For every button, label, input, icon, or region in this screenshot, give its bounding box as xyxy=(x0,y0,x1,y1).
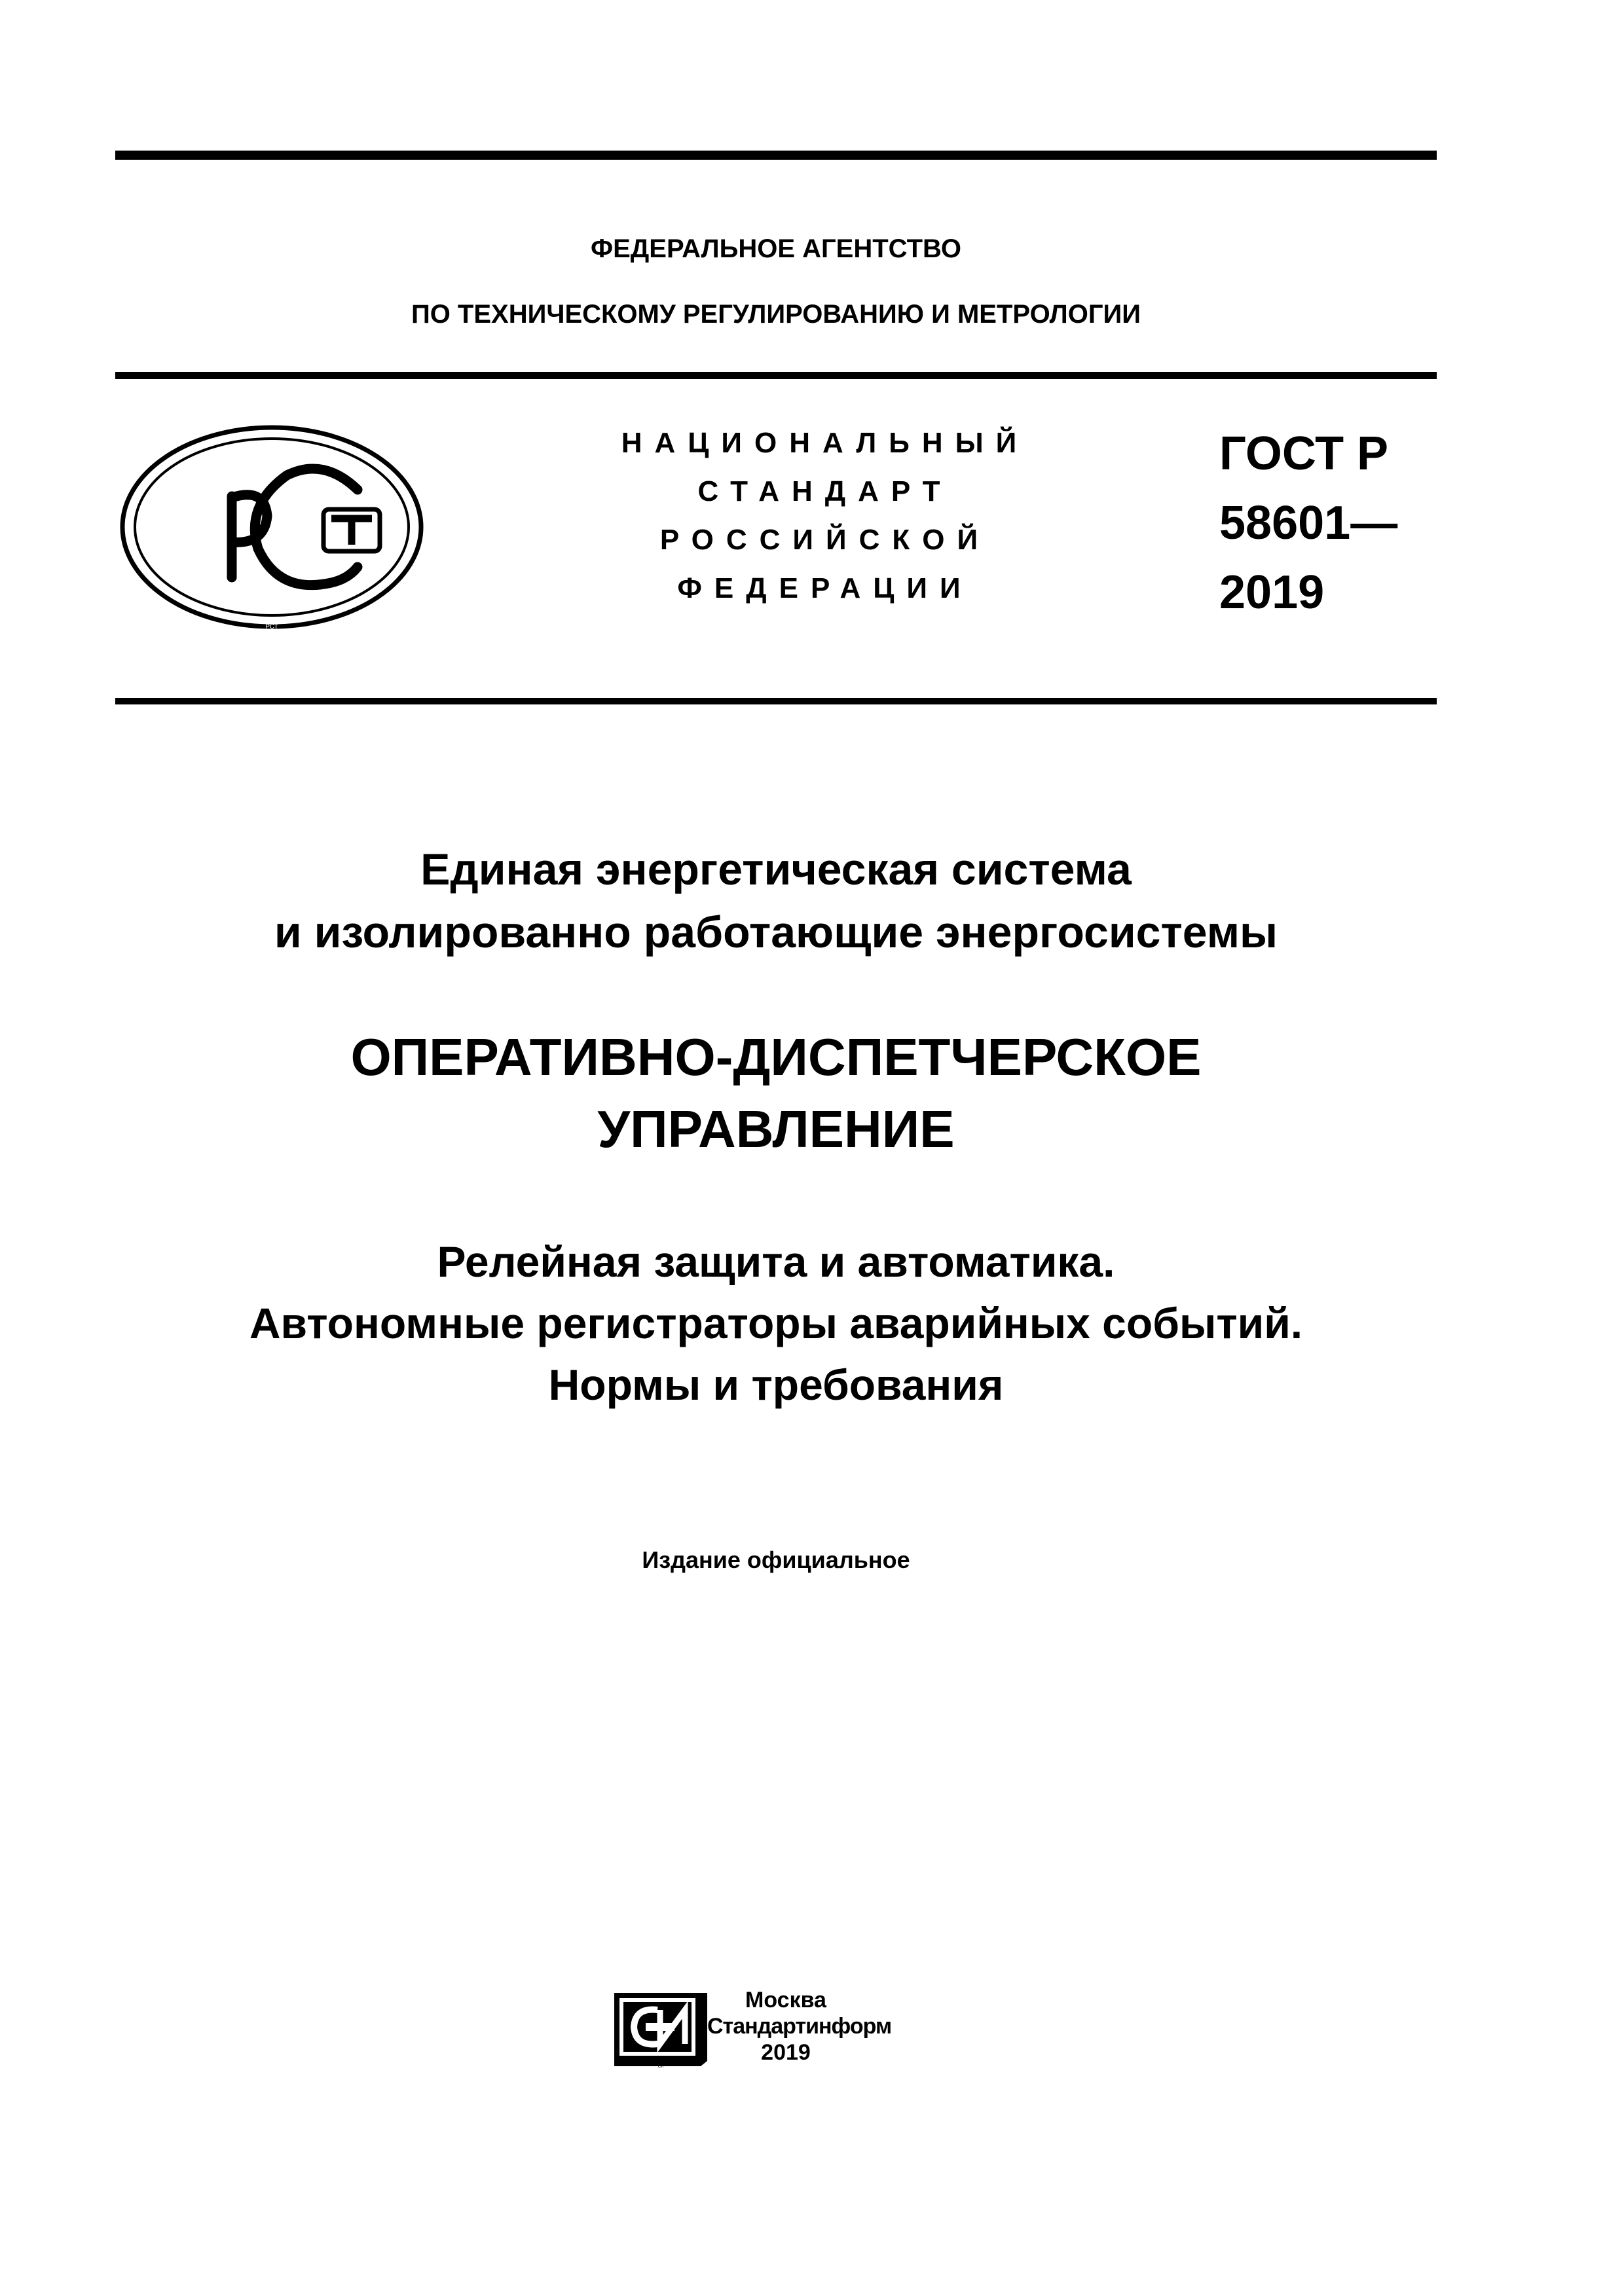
main-title-line-1: ОПЕРАТИВНО-ДИСПЕТЧЕРСКОЕ xyxy=(350,1028,1202,1086)
national-line-3: РОССИЙСКОЙ xyxy=(659,524,991,556)
subtitle xyxy=(115,838,1437,964)
publisher-city: Москва xyxy=(745,1988,826,2013)
header-rule xyxy=(115,372,1437,379)
standard-rule xyxy=(115,698,1437,704)
agency-line-2: ПО ТЕХНИЧЕСКОМУ РЕГУЛИРОВАНИЮ И МЕТРОЛОГИИ xyxy=(411,300,1141,329)
main-title xyxy=(115,1021,1437,1165)
national-line-4: ФЕДЕРАЦИИ xyxy=(677,572,973,604)
top-rule xyxy=(115,151,1437,160)
publisher-name: Стандартинформ xyxy=(707,2014,892,2039)
main-title-line-2: УПРАВЛЕНИЕ xyxy=(597,1100,955,1158)
subtitle-line-2: и изолированно работающие энергосистемы xyxy=(274,907,1278,957)
national-standard-label xyxy=(576,419,1074,613)
gost-number xyxy=(1219,419,1397,627)
national-line-2: СТАНДАРТ xyxy=(697,475,953,507)
gost-line-3: 2019 xyxy=(1219,566,1325,619)
rst-logo xyxy=(115,419,428,635)
gost-line-1: ГОСТ Р xyxy=(1219,428,1389,480)
part-title xyxy=(115,1231,1437,1415)
standartinform-emblem-icon xyxy=(612,1984,710,2069)
standartinform-logo-text: СИ xyxy=(657,2065,664,2069)
rst-emblem-icon xyxy=(115,419,428,635)
part-title-line-2: Автономные регистраторы аварийных событий. xyxy=(249,1299,1303,1347)
part-title-line-3: Нормы и требования xyxy=(548,1360,1004,1409)
edition-label: Издание официальное xyxy=(642,1546,910,1573)
subtitle-line-1: Единая энергетическая система xyxy=(420,845,1132,894)
publisher-year: 2019 xyxy=(761,2040,811,2065)
national-line-1: НАЦИОНАЛЬНЫЙ xyxy=(621,427,1029,459)
agency-header xyxy=(115,216,1437,347)
agency-line-1: ФЕДЕРАЛЬНОЕ АГЕНТСТВО xyxy=(590,234,962,263)
publisher-info xyxy=(707,1987,892,2066)
standartinform-logo xyxy=(612,1984,710,2069)
rst-logo-text: РСТ xyxy=(265,623,278,630)
gost-line-2: 58601— xyxy=(1219,497,1398,549)
part-title-line-1: Релейная защита и автоматика. xyxy=(437,1237,1115,1286)
